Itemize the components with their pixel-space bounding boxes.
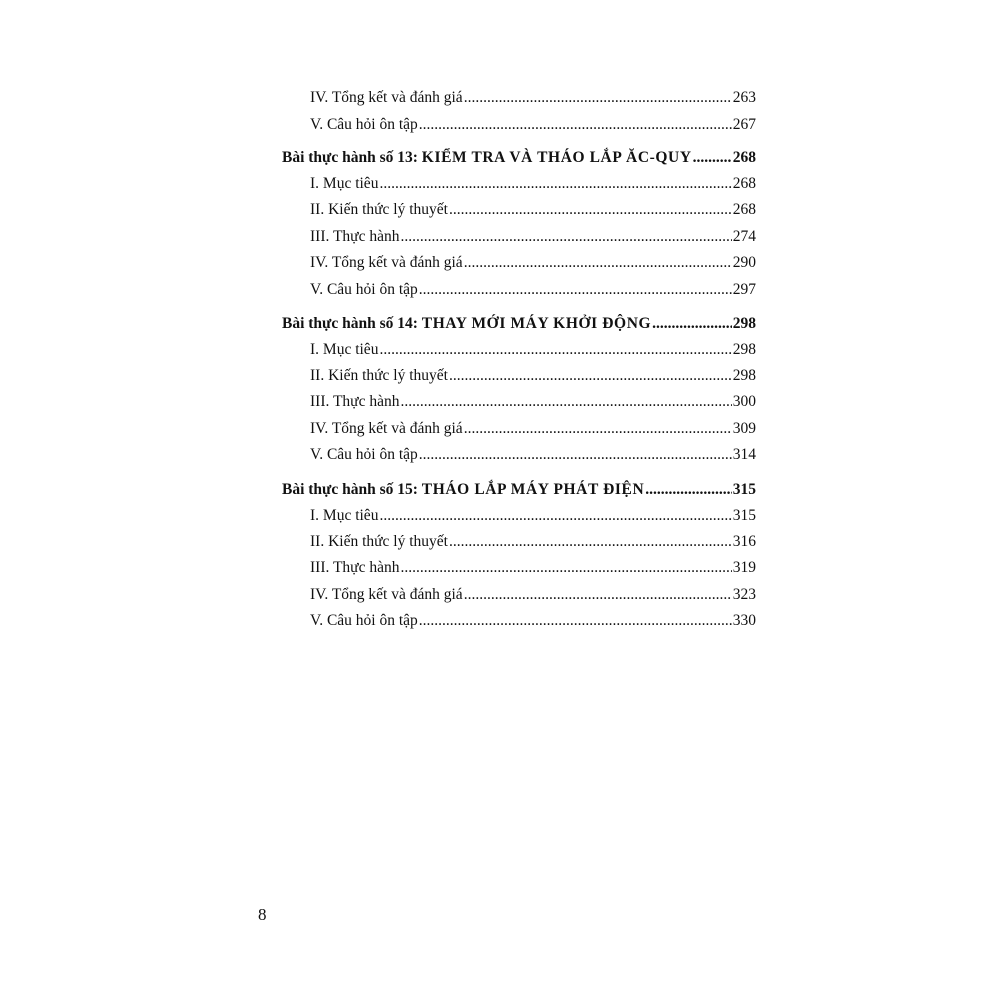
toc-entry-label: V. Câu hỏi ôn tập	[310, 116, 418, 133]
toc-entry-label: IV. Tổng kết và đánh giá	[310, 586, 463, 603]
dot-leader	[652, 314, 732, 334]
page-number: 8	[258, 905, 267, 924]
toc-entry-page: 298	[732, 341, 756, 358]
toc-chapter-heading	[282, 148, 756, 168]
toc-entry	[310, 506, 756, 526]
toc-entry-page: 268	[732, 175, 756, 192]
toc-entry-label: I. Mục tiêu	[310, 175, 379, 192]
toc-entry-label: IV. Tổng kết và đánh giá	[310, 254, 463, 271]
toc-entry	[310, 366, 756, 386]
toc-entry-label: V. Câu hỏi ôn tập	[310, 612, 418, 629]
dot-leader	[419, 115, 732, 135]
dot-leader	[379, 174, 731, 194]
toc-entry	[310, 585, 756, 605]
toc-chapter-heading	[282, 314, 756, 334]
toc-entry	[310, 611, 756, 631]
toc-entry	[310, 227, 756, 247]
chapter-title: KIỂM TRA VÀ THÁO LẮP ĂC-QUY	[421, 149, 692, 166]
dot-leader	[379, 340, 731, 360]
dot-leader	[464, 419, 732, 439]
toc-entry-page: 298	[732, 367, 756, 384]
chapter-prefix: Bài thực hành số 14:	[282, 315, 422, 332]
dot-leader	[449, 200, 732, 220]
dot-leader	[419, 280, 732, 300]
chapter-title: THAY MỚI MÁY KHỞI ĐỘNG	[421, 315, 652, 332]
toc-entry	[310, 253, 756, 273]
toc-entry-page: 263	[732, 89, 756, 106]
toc-entry	[310, 445, 756, 465]
toc-entry	[310, 419, 756, 439]
toc-entry-label: II. Kiến thức lý thuyết	[310, 201, 448, 218]
toc-entry-label: III. Thực hành	[310, 228, 400, 245]
toc-entry-page: 274	[732, 228, 756, 245]
toc-entry-label: V. Câu hỏi ôn tập	[310, 281, 418, 298]
dot-leader	[449, 366, 732, 386]
dot-leader	[449, 532, 732, 552]
toc-entry	[310, 200, 756, 220]
toc-entry-label: II. Kiến thức lý thuyết	[310, 533, 448, 550]
toc-entry-page: 309	[732, 420, 756, 437]
toc-entry-label: I. Mục tiêu	[310, 341, 379, 358]
dot-leader	[419, 611, 732, 631]
toc-entry-page: 315	[732, 507, 756, 524]
toc-entry-page: 297	[732, 281, 756, 298]
toc-entry-page: 268	[732, 149, 756, 166]
toc-entry-page: 268	[732, 201, 756, 218]
toc-entry-page: 319	[732, 559, 756, 576]
toc-entry-page: 267	[732, 116, 756, 133]
toc-entry-page: 315	[732, 481, 756, 498]
dot-leader	[419, 445, 732, 465]
toc-entry-page: 330	[732, 612, 756, 629]
toc-entry-page: 300	[732, 393, 756, 410]
dot-leader	[645, 480, 731, 500]
chapter-title: THÁO LẮP MÁY PHÁT ĐIỆN	[421, 481, 645, 498]
toc-entry	[310, 174, 756, 194]
toc-entry-page: 323	[732, 586, 756, 603]
toc-entry-page: 298	[732, 315, 756, 332]
dot-leader	[400, 558, 731, 578]
toc-entry-label: II. Kiến thức lý thuyết	[310, 367, 448, 384]
toc-entry-label: III. Thực hành	[310, 393, 400, 410]
dot-leader	[464, 253, 732, 273]
dot-leader	[693, 148, 732, 168]
toc-entry-label: I. Mục tiêu	[310, 507, 379, 524]
dot-leader	[400, 227, 731, 247]
toc-entry	[310, 280, 756, 300]
chapter-prefix: Bài thực hành số 15:	[282, 481, 422, 498]
dot-leader	[464, 88, 732, 108]
toc-entry-label: V. Câu hỏi ôn tập	[310, 446, 418, 463]
dot-leader	[379, 506, 731, 526]
toc-entry-label: III. Thực hành	[310, 559, 400, 576]
chapter-prefix: Bài thực hành số 13:	[282, 149, 422, 166]
toc-entry	[310, 532, 756, 552]
toc-entry-page: 316	[732, 533, 756, 550]
toc-entry	[310, 340, 756, 360]
toc-entry-label: IV. Tổng kết và đánh giá	[310, 420, 463, 437]
toc-entry	[310, 392, 756, 412]
toc-entry	[310, 88, 756, 108]
dot-leader	[400, 392, 731, 412]
toc-entry	[310, 558, 756, 578]
toc-entry-page: 290	[732, 254, 756, 271]
toc-entry	[310, 115, 756, 135]
toc-entry-page: 314	[732, 446, 756, 463]
toc-chapter-heading	[282, 480, 756, 500]
dot-leader	[464, 585, 732, 605]
toc-entry-label: IV. Tổng kết và đánh giá	[310, 89, 463, 106]
